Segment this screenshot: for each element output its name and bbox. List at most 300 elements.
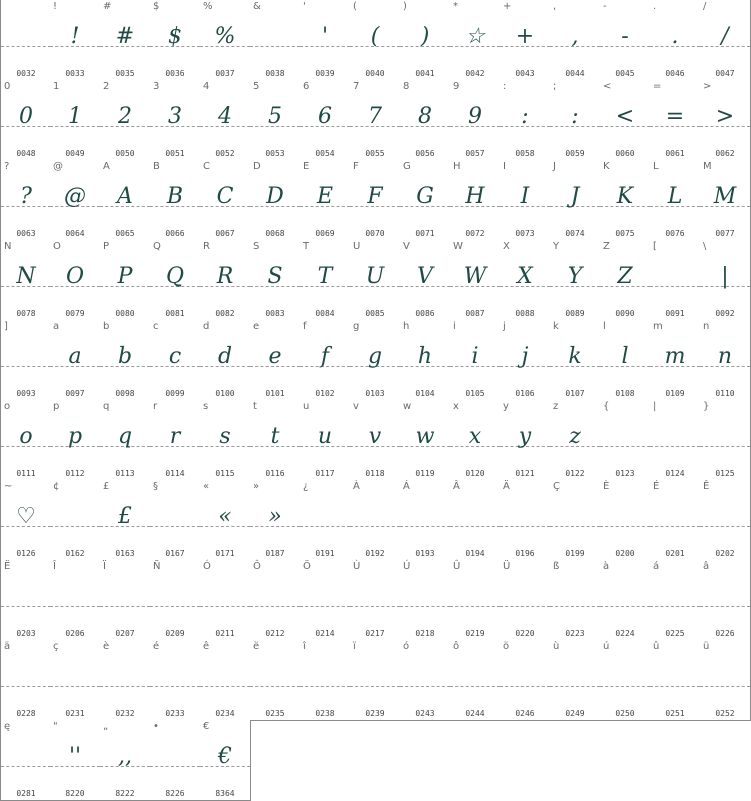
glyph-cell <box>600 160 651 241</box>
glyph-cell <box>300 160 351 241</box>
glyph-cell <box>350 560 401 641</box>
glyph-cell <box>150 400 201 481</box>
cell-label: à <box>603 561 610 572</box>
char-code: 0119 <box>415 469 435 478</box>
cell-label: \ <box>703 241 707 252</box>
glyph-cell <box>350 240 401 321</box>
glyph-cell <box>200 480 251 561</box>
glyph-cell <box>700 560 751 641</box>
cell-label: v <box>353 401 359 412</box>
char-code: 0035 <box>115 69 135 78</box>
glyph-preview: @ <box>64 184 86 209</box>
glyph-preview <box>1 660 51 694</box>
glyph-cell <box>500 400 551 481</box>
glyph-preview: , <box>571 24 579 49</box>
char-code: 0201 <box>665 549 685 558</box>
char-code: 0080 <box>115 309 135 318</box>
char-code: 0246 <box>515 709 535 718</box>
char-code: 0167 <box>165 549 185 558</box>
cell-label: ù <box>553 641 560 652</box>
glyph-cell <box>550 160 601 241</box>
char-code: 0057 <box>465 149 485 158</box>
glyph-cell <box>150 160 201 241</box>
cell-label: Ñ <box>153 561 161 572</box>
char-code: 0111 <box>16 469 36 478</box>
glyph-preview <box>650 580 700 614</box>
cell-label: p <box>53 401 60 412</box>
char-code: 0074 <box>565 229 585 238</box>
glyph-cell <box>500 640 551 721</box>
char-code: 0228 <box>16 709 36 718</box>
glyph-cell <box>650 480 701 561</box>
glyph-cell <box>250 480 301 561</box>
char-code: 0212 <box>265 629 285 638</box>
glyph-preview <box>700 420 750 454</box>
glyph-preview <box>300 580 350 614</box>
cell-label: ô <box>453 641 460 652</box>
cell-label: Ó <box>203 561 211 572</box>
char-code: 0196 <box>515 549 535 558</box>
glyph-cell <box>0 640 52 721</box>
char-code: 0162 <box>65 549 85 558</box>
cell-label: t <box>253 401 257 412</box>
glyph-cell <box>300 640 351 721</box>
glyph-preview: t <box>270 424 280 449</box>
glyph-preview: D <box>266 184 284 209</box>
char-code: 0042 <box>465 69 485 78</box>
glyph-cell <box>500 240 551 321</box>
cell-label: £ <box>103 481 110 492</box>
glyph-preview: 1 <box>68 104 82 129</box>
cell-label: Q <box>153 241 161 252</box>
char-code: 0110 <box>715 389 735 398</box>
glyph-preview <box>150 740 200 774</box>
cell-label: Á <box>403 481 410 492</box>
glyph-cell <box>400 640 451 721</box>
glyph-cell <box>0 80 52 161</box>
glyph-preview: : <box>521 104 529 129</box>
char-code: 0097 <box>65 389 85 398</box>
char-code: 0217 <box>365 629 385 638</box>
cell-label: ï <box>353 641 356 652</box>
glyph-cell <box>700 80 751 161</box>
glyph-cell <box>200 720 251 801</box>
char-code: 0200 <box>615 549 635 558</box>
glyph-cell <box>250 400 301 481</box>
glyph-preview: L <box>667 184 683 209</box>
char-code: 0061 <box>665 149 685 158</box>
glyph-cell <box>200 240 251 321</box>
cell-label: x <box>453 401 459 412</box>
char-code: 0102 <box>315 389 335 398</box>
cell-label: L <box>653 161 659 172</box>
glyph-cell <box>50 80 101 161</box>
glyph-preview: c <box>168 344 182 369</box>
glyph-preview: J <box>570 184 580 209</box>
glyph-preview <box>400 580 450 614</box>
glyph-preview: I <box>520 184 530 209</box>
glyph-cell <box>550 480 601 561</box>
cell-label: J <box>553 161 556 172</box>
cell-label: U <box>353 241 361 252</box>
cell-label: e <box>253 321 260 332</box>
char-code: 0098 <box>115 389 135 398</box>
cell-label: » <box>253 481 260 492</box>
cell-label: X <box>503 241 510 252</box>
cell-label: „ <box>103 721 109 732</box>
glyph-cell <box>550 0 601 81</box>
char-code: 0056 <box>415 149 435 158</box>
cell-label: B <box>153 161 160 172</box>
cell-label: 1 <box>53 81 60 92</box>
glyph-cell <box>50 640 101 721</box>
char-code: 0072 <box>465 229 485 238</box>
glyph-cell <box>400 0 451 81</box>
glyph-preview: 5 <box>268 104 282 129</box>
glyph-cell <box>400 400 451 481</box>
glyph-cell <box>450 320 501 401</box>
cell-label: ¢ <box>53 481 60 492</box>
cell-label: b <box>103 321 110 332</box>
cell-label: • <box>153 721 159 732</box>
cell-label: { <box>603 401 610 412</box>
char-code: 0101 <box>265 389 285 398</box>
glyph-cell <box>100 480 151 561</box>
cell-label: R <box>203 241 210 252</box>
glyph-cell <box>700 0 751 81</box>
glyph-cell <box>250 240 301 321</box>
glyph-preview: % <box>214 24 236 49</box>
glyph-cell <box>250 160 301 241</box>
glyph-cell <box>50 240 101 321</box>
glyph-preview: 7 <box>368 104 382 129</box>
glyph-cell <box>700 480 751 561</box>
glyph-preview: | <box>721 264 729 289</box>
cell-label: G <box>403 161 411 172</box>
char-code: 0076 <box>665 229 685 238</box>
glyph-preview <box>150 580 200 614</box>
glyph-preview: / <box>721 24 729 49</box>
char-code: 0046 <box>665 69 685 78</box>
glyph-preview: e <box>268 344 282 369</box>
cell-label: Ë <box>4 561 11 572</box>
char-code: 0108 <box>615 389 635 398</box>
cell-label: ç <box>53 641 59 652</box>
glyph-preview: Y <box>567 264 583 289</box>
cell-label: ! <box>53 1 58 12</box>
char-code: 0194 <box>465 549 485 558</box>
char-code: 0109 <box>665 389 685 398</box>
char-code: 0059 <box>565 149 585 158</box>
cell-label: k <box>553 321 559 332</box>
char-code: 0087 <box>465 309 485 318</box>
glyph-cell <box>600 320 651 401</box>
glyph-cell <box>0 320 52 401</box>
glyph-preview: C <box>216 184 234 209</box>
glyph-preview: B <box>166 184 184 209</box>
char-code: 0055 <box>365 149 385 158</box>
glyph-preview: r <box>169 424 181 449</box>
cell-label: T <box>303 241 310 252</box>
char-code: 0220 <box>515 629 535 638</box>
glyph-cell <box>650 0 701 81</box>
cell-label: « <box>203 481 210 492</box>
cell-label: Î <box>53 561 56 572</box>
glyph-preview: » <box>268 504 282 529</box>
char-code: 0203 <box>16 629 36 638</box>
glyph-preview: F <box>367 184 383 209</box>
char-code: 0211 <box>215 629 235 638</box>
glyph-preview <box>600 500 650 534</box>
cell-label: Ü <box>503 561 511 572</box>
glyph-cell <box>200 640 251 721</box>
glyph-cell <box>350 160 401 241</box>
glyph-preview: 3 <box>168 104 182 129</box>
cell-label: ę <box>4 721 11 732</box>
cell-label: | <box>653 401 657 412</box>
char-code: 8220 <box>65 789 85 798</box>
glyph-preview <box>450 500 500 534</box>
cell-label: g <box>353 321 360 332</box>
glyph-cell <box>700 240 751 321</box>
glyph-preview: # <box>115 24 135 49</box>
glyph-preview <box>550 660 600 694</box>
glyph-cell <box>650 160 701 241</box>
char-code: 0032 <box>16 69 36 78</box>
char-code: 0090 <box>615 309 635 318</box>
cell-label: z <box>553 401 559 412</box>
cell-label: / <box>703 1 707 12</box>
char-code: 0050 <box>115 149 135 158</box>
glyph-preview: v <box>368 424 382 449</box>
glyph-preview: q <box>117 424 133 449</box>
glyph-cell <box>600 400 651 481</box>
glyph-cell <box>200 400 251 481</box>
glyph-cell <box>100 720 151 801</box>
glyph-cell <box>450 480 501 561</box>
glyph-cell <box>600 240 651 321</box>
glyph-preview: w <box>415 424 435 449</box>
cell-label: § <box>153 481 158 492</box>
glyph-preview: b <box>117 344 133 369</box>
cell-label: Ú <box>403 561 411 572</box>
glyph-cell <box>550 640 601 721</box>
char-code: 0054 <box>315 149 335 158</box>
cell-label: Ö <box>303 561 311 572</box>
cell-label: m <box>653 321 663 332</box>
glyph-preview: + <box>515 24 535 49</box>
glyph-cell <box>350 80 401 161</box>
glyph-preview <box>400 660 450 694</box>
glyph-preview: ! <box>70 24 80 49</box>
cell-label: , <box>553 1 557 12</box>
glyph-preview <box>150 500 200 534</box>
glyph-cell <box>650 400 701 481</box>
char-code: 0063 <box>16 229 36 238</box>
cell-label: r <box>153 401 158 412</box>
glyph-preview: 8 <box>418 104 432 129</box>
glyph-preview: A <box>117 184 133 209</box>
glyph-preview <box>700 660 750 694</box>
char-code: 0243 <box>415 709 435 718</box>
glyph-cell <box>550 240 601 321</box>
glyph-cell <box>350 320 401 401</box>
glyph-cell <box>250 560 301 641</box>
char-code: 8222 <box>115 789 135 798</box>
char-code: 0124 <box>665 469 685 478</box>
glyph-cell <box>550 80 601 161</box>
glyph-preview: K <box>616 184 634 209</box>
glyph-preview: o <box>19 424 33 449</box>
glyph-cell <box>50 0 101 81</box>
char-code: 0223 <box>565 629 585 638</box>
cell-label: @ <box>53 161 63 172</box>
glyph-cell <box>250 0 301 81</box>
glyph-preview <box>350 500 400 534</box>
cell-label: W <box>453 241 463 252</box>
glyph-cell <box>600 560 651 641</box>
cell-label: u <box>303 401 310 412</box>
cell-label: ( <box>353 1 357 12</box>
glyph-preview: M <box>713 184 737 209</box>
glyph-cell <box>500 560 551 641</box>
glyph-cell <box>200 80 251 161</box>
char-code: 0113 <box>115 469 135 478</box>
glyph-preview: ' <box>321 24 329 49</box>
char-code: 0187 <box>265 549 285 558</box>
char-code: 0249 <box>565 709 585 718</box>
glyph-preview <box>650 660 700 694</box>
char-code: 0106 <box>515 389 535 398</box>
cell-label: á <box>653 561 660 572</box>
char-code: 0251 <box>665 709 685 718</box>
char-code: 0112 <box>65 469 85 478</box>
glyph-preview: ( <box>370 24 380 49</box>
cell-label: 7 <box>353 81 360 92</box>
glyph-cell <box>0 480 52 561</box>
cell-label: ß <box>553 561 560 572</box>
glyph-preview <box>1 740 51 774</box>
cell-label: i <box>453 321 456 332</box>
glyph-cell <box>50 320 101 401</box>
cell-label: û <box>653 641 660 652</box>
glyph-cell <box>100 560 151 641</box>
glyph-cell <box>150 240 201 321</box>
char-code: 0071 <box>415 229 435 238</box>
char-code: 0091 <box>665 309 685 318</box>
glyph-cell <box>300 240 351 321</box>
glyph-cell <box>450 400 501 481</box>
char-code: 0115 <box>215 469 235 478</box>
glyph-preview <box>350 580 400 614</box>
cell-label: y <box>503 401 509 412</box>
char-code: 0238 <box>315 709 335 718</box>
glyph-preview: s <box>219 424 231 449</box>
glyph-preview: 4 <box>218 104 232 129</box>
glyph-cell <box>400 80 451 161</box>
char-code: 0077 <box>715 229 735 238</box>
char-code: 0093 <box>16 389 36 398</box>
cell-label: M <box>703 161 712 172</box>
glyph-cell <box>300 80 351 161</box>
cell-label: ó <box>403 641 410 652</box>
glyph-cell <box>700 640 751 721</box>
glyph-preview: n <box>717 344 733 369</box>
char-code: 0193 <box>415 549 435 558</box>
glyph-cell <box>700 400 751 481</box>
glyph-cell <box>100 240 151 321</box>
cell-label: ? <box>4 161 10 172</box>
char-code: 0231 <box>65 709 85 718</box>
glyph-preview <box>550 500 600 534</box>
char-code: 0088 <box>515 309 535 318</box>
glyph-cell <box>50 480 101 561</box>
glyph-preview: Z <box>617 264 633 289</box>
char-code: 0103 <box>365 389 385 398</box>
char-code: 0105 <box>465 389 485 398</box>
glyph-cell <box>400 160 451 241</box>
char-code: 0033 <box>65 69 85 78</box>
char-code: 0234 <box>215 709 235 718</box>
cell-label: î <box>303 641 306 652</box>
glyph-cell <box>500 0 551 81</box>
cell-label: ä <box>4 641 11 652</box>
char-code: 0224 <box>615 629 635 638</box>
cell-label: ö <box>503 641 510 652</box>
glyph-cell <box>450 0 501 81</box>
glyph-cell <box>200 320 251 401</box>
glyph-preview <box>450 580 500 614</box>
glyph-preview: p <box>67 424 83 449</box>
cell-label: s <box>203 401 209 412</box>
char-code: 0250 <box>615 709 635 718</box>
char-code: 0116 <box>265 469 285 478</box>
char-code: 0084 <box>315 309 335 318</box>
glyph-preview <box>50 500 100 534</box>
glyph-cell <box>400 240 451 321</box>
cell-label: ) <box>403 1 407 12</box>
glyph-preview: ) <box>420 24 430 49</box>
cell-label: 4 <box>203 81 210 92</box>
glyph-cell <box>0 560 52 641</box>
char-code: 0122 <box>565 469 585 478</box>
glyph-cell <box>150 480 201 561</box>
char-code: 0037 <box>215 69 235 78</box>
glyph-preview <box>300 660 350 694</box>
char-code: 0202 <box>715 549 735 558</box>
cell-label: n <box>703 321 710 332</box>
glyph-cell <box>700 320 751 401</box>
char-code: 0219 <box>465 629 485 638</box>
glyph-preview: '' <box>68 744 82 769</box>
glyph-cell <box>0 240 52 321</box>
cell-label: * <box>453 1 458 12</box>
glyph-cell <box>0 0 52 81</box>
glyph-cell <box>600 0 651 81</box>
glyph-cell <box>500 320 551 401</box>
glyph-cell <box>250 640 301 721</box>
glyph-cell <box>200 560 251 641</box>
cell-label: è <box>103 641 110 652</box>
char-code: 0073 <box>515 229 535 238</box>
glyph-cell <box>700 160 751 241</box>
char-code: 0232 <box>115 709 135 718</box>
glyph-preview <box>300 500 350 534</box>
glyph-preview <box>600 660 650 694</box>
cell-label: a <box>53 321 60 332</box>
cell-label: C <box>203 161 210 172</box>
char-code: 0163 <box>115 549 135 558</box>
